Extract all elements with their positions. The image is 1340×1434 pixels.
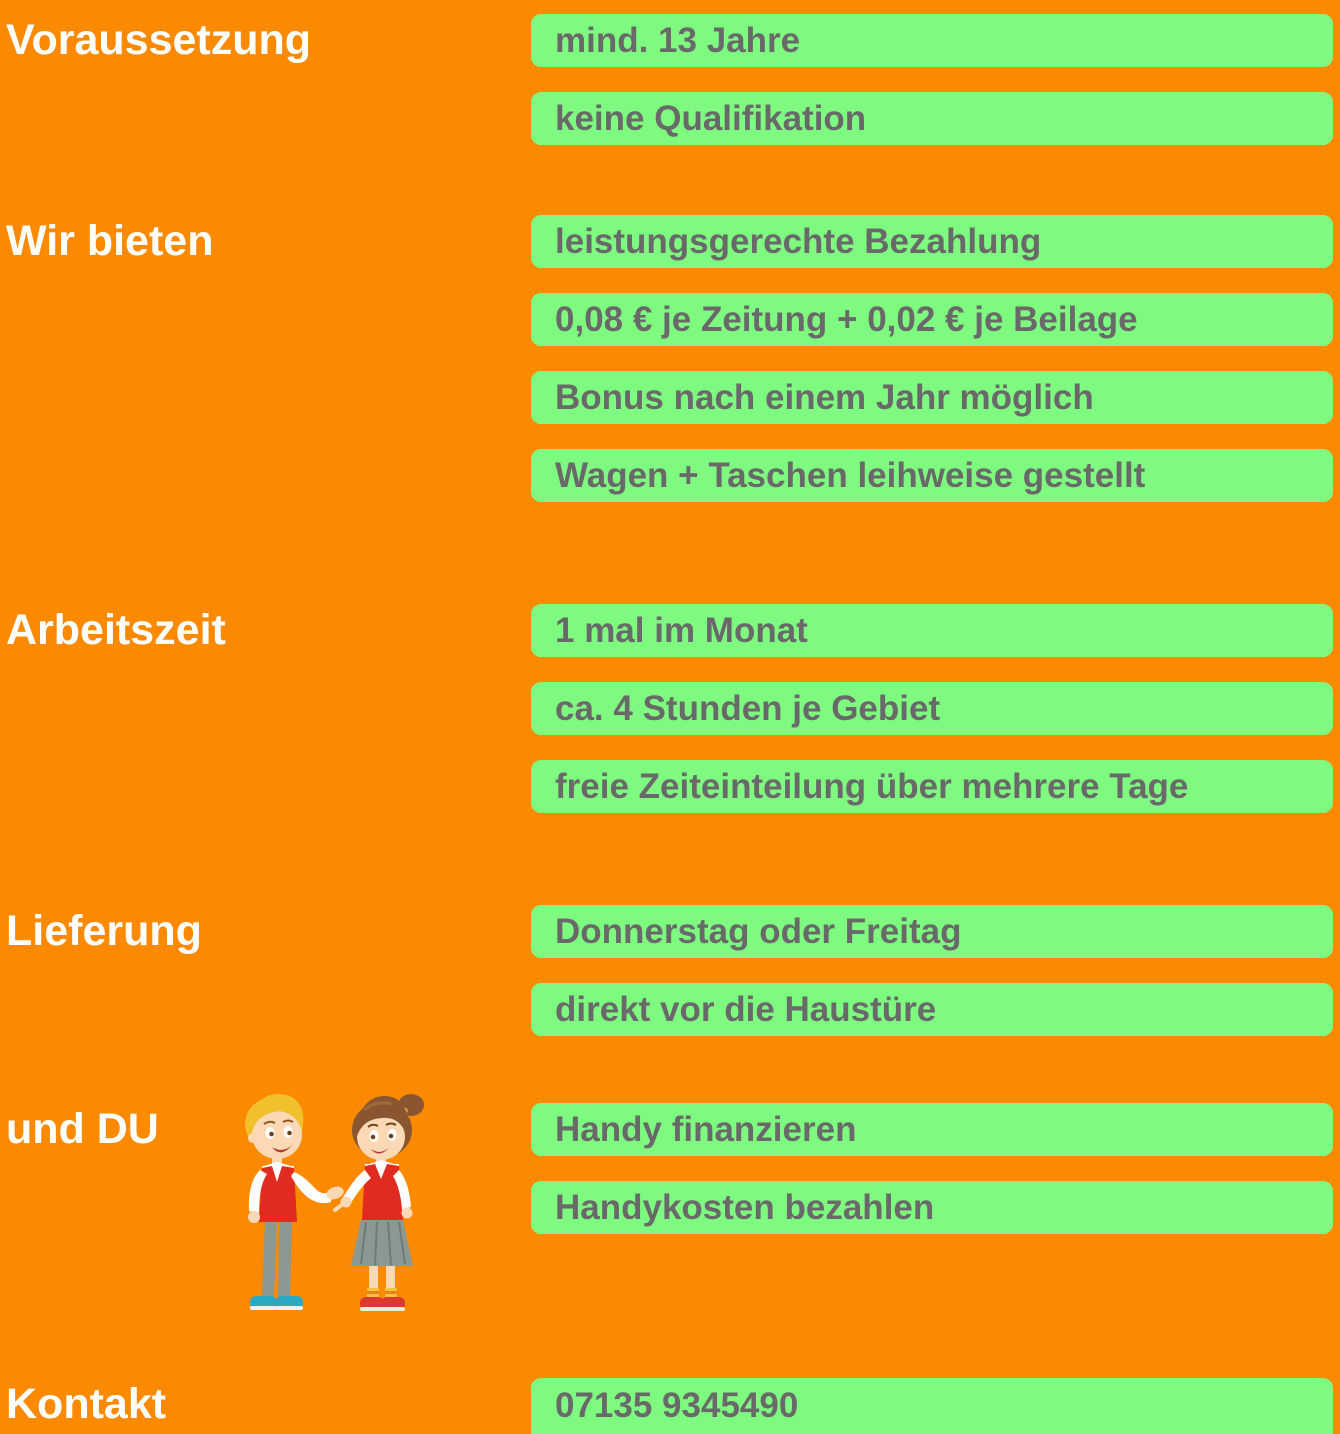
girl-figure <box>335 1094 424 1311</box>
section-heading-voraussetzung: Voraussetzung <box>6 16 312 64</box>
children-illustration <box>214 1080 446 1314</box>
bar-bonus: Bonus nach einem Jahr möglich <box>531 371 1333 424</box>
bar-delivery-day: Donnerstag oder Freitag <box>531 905 1333 958</box>
bar-age-requirement: mind. 13 Jahre <box>531 14 1333 67</box>
section-heading-und-du: und DU <box>6 1105 159 1153</box>
section-heading-lieferung: Lieferung <box>6 907 202 955</box>
bar-rate: 0,08 € je Zeitung + 0,02 € je Beilage <box>531 293 1333 346</box>
section-heading-arbeitszeit: Arbeitszeit <box>6 606 226 654</box>
bar-frequency: 1 mal im Monat <box>531 604 1333 657</box>
boy-figure <box>245 1094 346 1310</box>
children-illustration-svg <box>214 1080 446 1314</box>
bar-phone-costs: Handykosten bezahlen <box>531 1181 1333 1234</box>
bar-equipment: Wagen + Taschen leihweise gestellt <box>531 449 1333 502</box>
bar-phone-finance: Handy finanzieren <box>531 1103 1333 1156</box>
bar-qualification: keine Qualifikation <box>531 92 1333 145</box>
bar-delivery-place: direkt vor die Haustüre <box>531 983 1333 1036</box>
bar-duration: ca. 4 Stunden je Gebiet <box>531 682 1333 735</box>
section-heading-wir-bieten: Wir bieten <box>6 217 214 265</box>
bar-pay: leistungsgerechte Bezahlung <box>531 215 1333 268</box>
section-heading-kontakt: Kontakt <box>6 1380 167 1428</box>
bar-flexibility: freie Zeiteinteilung über mehrere Tage <box>531 760 1333 813</box>
bar-phone-number: 07135 9345490 <box>531 1378 1333 1434</box>
